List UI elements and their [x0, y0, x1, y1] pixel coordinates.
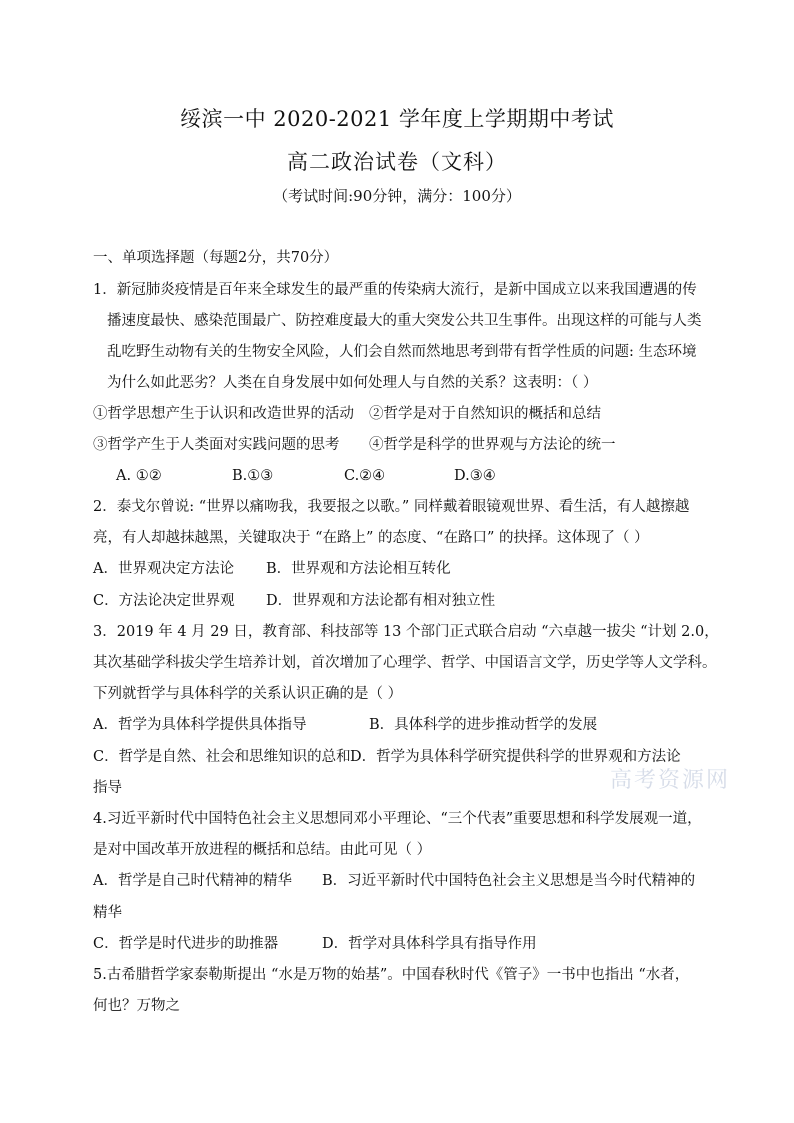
watermark: 高考资源网 [610, 768, 731, 793]
exam-info: （考试时间:90分钟，满分：100分） [273, 187, 521, 205]
q3-line-3: 下列就哲学与具体科学的关系认识正确的是（ ） [93, 686, 403, 702]
q2-line-2: 亮，有人却越抹越黑，关键取决于 “在路上” 的态度、“在路口” 的抉择。这体现了（ ） [93, 530, 649, 546]
q1-line-1: 1．新冠肺炎疫情是百年来全球发生的最严重的传染病大流行，是新中国成立以来我国遭遇的传 [93, 282, 697, 298]
q3-line-1: 3．2019 年 4 月 29 日，教育部、科技部等 13 个部门正式联合启动 “六卓越一拔尖 “计划 2.0， [93, 624, 719, 640]
q1-option-b: B.①③ [232, 468, 274, 484]
q3-option-d: D．哲学为具体科学研究提供科学的世界观和方法论 [350, 749, 681, 765]
q1-option-c: C.②④ [344, 468, 386, 484]
q4-option-b: B．习近平新时代中国特色社会主义思想是当今时代精神的 [322, 873, 696, 889]
q4-line-1: 4.习近平新时代中国特色社会主义思想同邓小平理论、“三个代表”重要思想和科学发展观一道， [93, 811, 702, 827]
exam-title: 绥滨一中 2020-2021 学年度上学期期中考试 [180, 107, 614, 131]
q1-statement-1: ①哲学思想产生于认识和改造世界的活动 [93, 406, 354, 422]
q3-option-c: C．哲学是自然、社会和思维知识的总和 [93, 749, 351, 765]
q3-option-b: B．具体科学的进步推动哲学的发展 [369, 717, 598, 733]
q1-statement-2: ②哲学是对于自然知识的概括和总结 [369, 406, 601, 422]
q4-option-b-continued: 精华 [93, 905, 122, 921]
q1-statement-3: ③哲学产生于人类面对实践问题的思考 [93, 437, 340, 453]
q1-line-2: 播速度最快、感染范围最广、防控难度最大的重大突发公共卫生事件。出现这样的可能与人类 [107, 313, 702, 329]
q3-option-d-continued: 指导 [93, 780, 122, 796]
q4-line-2: 是对中国改革开放进程的概括和总结。由此可见（ ） [93, 842, 432, 858]
q1-option-a: A. ①② [116, 468, 162, 484]
q5-line-2: 何也？万物之 [93, 998, 180, 1014]
q1-statement-4: ④哲学是科学的世界观与方法论的统一 [369, 437, 616, 453]
q5-line-1: 5.古希腊哲学家泰勒斯提出 “水是万物的始基”。中国春秋时代《管子》一书中也指出 “水者， [93, 967, 690, 983]
q2-option-d: D．世界观和方法论都有相对独立性 [266, 593, 496, 609]
q1-line-4: 为什么如此恶劣？人类在自身发展中如何处理人与自然的关系？这表明：（ ） [107, 375, 598, 391]
q2-option-c: C．方法论决定世界观 [93, 593, 235, 609]
q1-line-3: 乱吃野生动物有关的生物安全风险，人们会自然而然地思考到带有哲学性质的问题: 生态环境 [107, 344, 697, 360]
section-heading: 一、单项选择题（每题2分，共70分） [93, 250, 339, 266]
q2-line-1: 2．泰戈尔曾说: “世界以痛吻我，我要报之以歌。” 同样戴着眼镜观世界、看生活，有人越擦越 [93, 499, 690, 515]
q2-option-b: B．世界观和方法论相互转化 [266, 561, 451, 577]
q4-option-a: A．哲学是自己时代精神的精华 [93, 873, 292, 889]
q3-option-a: A．哲学为具体科学提供具体指导 [93, 717, 307, 733]
q4-option-d: D．哲学对具体科学具有指导作用 [322, 936, 537, 952]
q1-option-d: D.③④ [454, 468, 496, 484]
q4-option-c: C．哲学是时代进步的助推器 [93, 936, 279, 952]
exam-subtitle: 高二政治试卷（文科） [287, 150, 507, 174]
q3-line-2: 其次基础学科拔尖学生培养计划，首次增加了心理学、哲学、中国语言文学，历史学等人文学科。 [93, 655, 717, 671]
q2-option-a: A．世界观决定方法论 [93, 561, 234, 577]
